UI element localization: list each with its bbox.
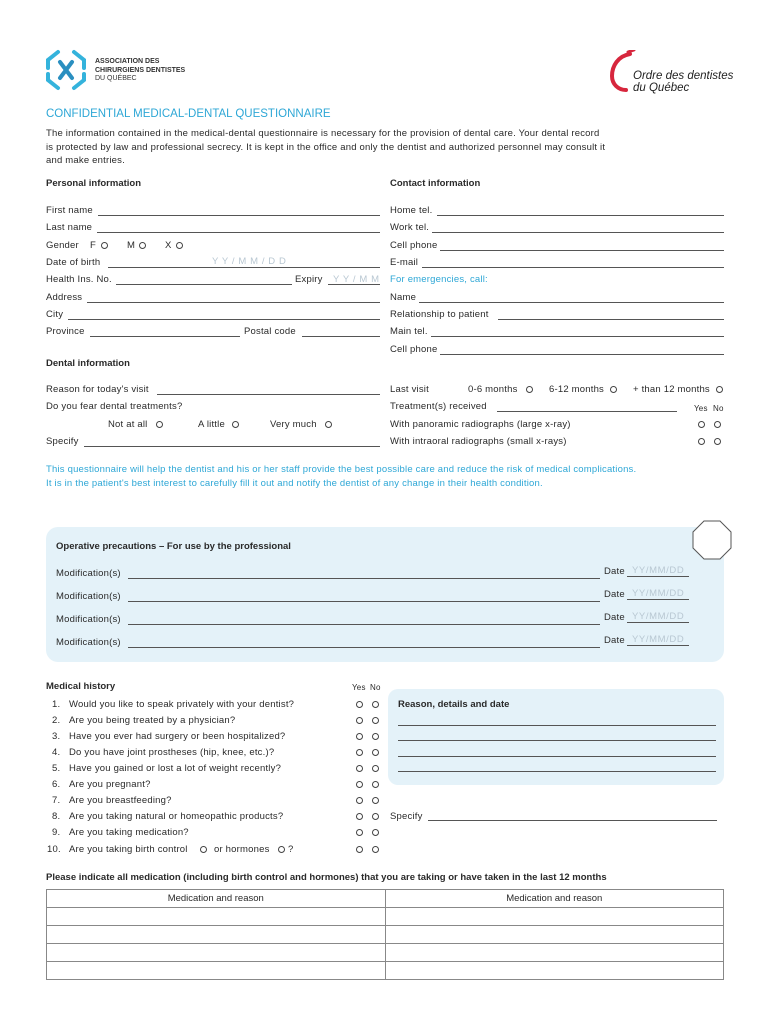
- table-header-row: [47, 890, 724, 908]
- gender-f-radio[interactable]: [101, 242, 108, 249]
- modification-field-4[interactable]: [128, 647, 600, 648]
- main-tel-field[interactable]: [431, 336, 724, 337]
- date-placeholder-1: YY/MM/DD: [632, 565, 685, 576]
- q7-text: Are you breastfeeding?: [69, 795, 172, 806]
- very-much-radio[interactable]: [325, 421, 332, 428]
- work-tel-label: Work tel.: [390, 222, 430, 233]
- intro-line2: is protected by law and professional secrecy. It is kept in the office and only the dentist and authorized personnel may consult it: [46, 141, 606, 153]
- precautions-heading: Operative precautions – For use by the professional: [56, 541, 291, 552]
- a-little-label: A little: [198, 419, 225, 430]
- intro-text: [46, 127, 605, 168]
- q7-yes-radio[interactable]: [356, 797, 363, 804]
- health-ins-label: Health Ins. No.: [46, 274, 112, 285]
- reason-heading: Reason, details and date: [398, 699, 510, 710]
- cell2-field[interactable]: [440, 354, 724, 355]
- reason-label: Reason for today's visit: [46, 384, 149, 395]
- main-tel-label: Main tel.: [390, 326, 428, 337]
- table-row: [47, 908, 724, 926]
- modification-field-3[interactable]: [128, 624, 600, 625]
- q10-no-radio[interactable]: [372, 846, 379, 853]
- treatments-label: Treatment(s) received: [390, 401, 487, 412]
- relationship-field[interactable]: [498, 319, 724, 320]
- q3-yes-radio[interactable]: [356, 733, 363, 740]
- lv-0-6-label: 0-6 months: [468, 384, 518, 395]
- city-label: City: [46, 309, 64, 320]
- q1-no-radio[interactable]: [372, 701, 379, 708]
- page-title: CONFIDENTIAL MEDICAL-DENTAL QUESTIONNAIRE: [46, 108, 331, 120]
- email-field[interactable]: [422, 267, 724, 268]
- table-cell[interactable]: [385, 944, 724, 962]
- table-cell[interactable]: [47, 926, 386, 944]
- q6-text: Are you pregnant?: [69, 779, 151, 790]
- table-cell[interactable]: [385, 908, 724, 926]
- q4-text: Do you have joint prostheses (hip, knee, etc.)?: [69, 747, 275, 758]
- relationship-label: Relationship to patient: [390, 309, 489, 320]
- assoc-line1: ASSOCIATION DES: [95, 58, 160, 65]
- modification-label-2: Modification(s): [56, 591, 121, 602]
- q5-no-radio[interactable]: [372, 765, 379, 772]
- q8-text: Are you taking natural or homeopathic products?: [69, 811, 284, 822]
- province-field[interactable]: [90, 336, 240, 337]
- assoc-name: [95, 58, 185, 84]
- q9-yes-radio[interactable]: [356, 829, 363, 836]
- intraoral-yes-radio[interactable]: [698, 438, 705, 445]
- table-cell[interactable]: [385, 926, 724, 944]
- last-visit-label: Last visit: [390, 384, 429, 395]
- date-placeholder-3: YY/MM/DD: [632, 611, 685, 622]
- table-cell[interactable]: [47, 944, 386, 962]
- q10-text-b: or hormones: [214, 844, 270, 855]
- not-at-all-radio[interactable]: [156, 421, 163, 428]
- panoramic-label: With panoramic radiographs (large x-ray): [390, 419, 571, 430]
- q5-num: 5.: [52, 763, 61, 774]
- q4-yes-radio[interactable]: [356, 749, 363, 756]
- date-placeholder-2: YY/MM/DD: [632, 588, 685, 599]
- col1-header: Medication and reason: [47, 890, 386, 908]
- dob-field[interactable]: [108, 267, 380, 268]
- lv-12-radio[interactable]: [716, 386, 723, 393]
- q2-yes-radio[interactable]: [356, 717, 363, 724]
- q3-text: Have you ever had surgery or been hospitalized?: [69, 731, 286, 742]
- q4-no-radio[interactable]: [372, 749, 379, 756]
- postal-label: Postal code: [244, 326, 296, 337]
- modification-label-4: Modification(s): [56, 637, 121, 648]
- reason-field[interactable]: [157, 394, 380, 395]
- q6-no-radio[interactable]: [372, 781, 379, 788]
- cell-field[interactable]: [440, 250, 724, 251]
- very-much-label: Very much: [270, 419, 317, 430]
- q1-num: 1.: [52, 699, 61, 710]
- home-tel-label: Home tel.: [390, 205, 433, 216]
- reason-line-1[interactable]: [398, 725, 716, 726]
- stop-sign-icon: [692, 520, 732, 560]
- modification-label-3: Modification(s): [56, 614, 121, 625]
- name-field[interactable]: [419, 302, 724, 303]
- assoc-line2: CHIRURGIENS DENTISTES: [95, 66, 186, 74]
- dental-specify-label: Specify: [46, 436, 79, 447]
- medications-heading: Please indicate all medication (including birth control and hormones) that you are taking or have taken in the last 12 months: [46, 872, 607, 883]
- emergency-label: For emergencies, call:: [390, 274, 488, 285]
- assoc-logo: [44, 48, 88, 92]
- medical-specify-field[interactable]: [428, 820, 717, 821]
- address-label: Address: [46, 292, 83, 303]
- q9-text: Are you taking medication?: [69, 827, 189, 838]
- date-field-2[interactable]: [627, 599, 689, 600]
- health-ins-field[interactable]: [116, 284, 292, 285]
- intro-line3: and make entries.: [46, 155, 125, 166]
- q1-yes-radio[interactable]: [356, 701, 363, 708]
- q6-num: 6.: [52, 779, 61, 790]
- home-tel-field[interactable]: [437, 215, 724, 216]
- lv-6-12-label: 6-12 months: [549, 384, 605, 395]
- lv-12-label: + than 12 months: [633, 384, 710, 395]
- date-label-4: Date: [604, 635, 625, 646]
- dob-placeholder: Y Y / M M / D D: [212, 256, 287, 267]
- fear-label: Do you fear dental treatments?: [46, 401, 183, 412]
- notice-text: [46, 463, 636, 490]
- panoramic-yes-radio[interactable]: [698, 421, 705, 428]
- date-field-4[interactable]: [627, 645, 689, 646]
- province-label: Province: [46, 326, 85, 337]
- q5-text: Have you gained or lost a lot of weight recently?: [69, 763, 282, 774]
- q10-text-a: Are you taking birth control: [69, 844, 188, 855]
- q5-yes-radio[interactable]: [356, 765, 363, 772]
- date-label-2: Date: [604, 589, 625, 600]
- q8-no-radio[interactable]: [372, 813, 379, 820]
- postal-field[interactable]: [302, 336, 380, 337]
- table-cell[interactable]: [47, 962, 386, 980]
- q10-num: 10.: [47, 844, 61, 855]
- reason-line-2[interactable]: [398, 740, 716, 741]
- reason-line-4[interactable]: [398, 771, 716, 772]
- gender-m-radio[interactable]: [139, 242, 146, 249]
- q1-text: Would you like to speak privately with your dentist?: [69, 699, 295, 710]
- last-name-field[interactable]: [97, 232, 380, 233]
- lv-0-6-radio[interactable]: [526, 386, 533, 393]
- cell2-label: Cell phone: [390, 344, 438, 355]
- ordre-name: [633, 70, 733, 94]
- q10-text-c: ?: [288, 844, 294, 855]
- modification-field-2[interactable]: [128, 601, 600, 602]
- date-field-3[interactable]: [627, 622, 689, 623]
- assoc-line3: DU QUÉBEC: [95, 75, 137, 82]
- date-label-1: Date: [604, 566, 625, 577]
- dental-no-label: No: [713, 404, 724, 413]
- panoramic-no-radio[interactable]: [714, 421, 721, 428]
- expiry-label: Expiry: [295, 274, 323, 285]
- q9-no-radio[interactable]: [372, 829, 379, 836]
- q3-no-radio[interactable]: [372, 733, 379, 740]
- not-at-all-label: Not at all: [108, 419, 148, 430]
- ordre-line1: Ordre des dentistes: [633, 70, 734, 82]
- q8-num: 8.: [52, 811, 61, 822]
- assoc-logo-icon: [44, 48, 88, 92]
- dob-label: Date of birth: [46, 257, 101, 268]
- reason-line-3[interactable]: [398, 756, 716, 757]
- medications-table: [46, 889, 724, 980]
- q4-num: 4.: [52, 747, 61, 758]
- a-little-radio[interactable]: [232, 421, 239, 428]
- gender-f-label: F: [90, 240, 97, 251]
- medical-specify-label: Specify: [390, 811, 423, 822]
- q7-num: 7.: [52, 795, 61, 806]
- gender-x-label: X: [165, 240, 172, 251]
- email-label: E-mail: [390, 257, 419, 268]
- q2-num: 2.: [52, 715, 61, 726]
- dental-specify-field[interactable]: [84, 446, 380, 447]
- work-tel-field[interactable]: [432, 232, 724, 233]
- q2-no-radio[interactable]: [372, 717, 379, 724]
- gender-m-label: M: [127, 240, 136, 251]
- q3-num: 3.: [52, 731, 61, 742]
- table-row: [47, 926, 724, 944]
- ordre-line2: du Québec: [633, 82, 690, 94]
- notice-line1: This questionnaire will help the dentist and his or her staff provide the best possible care and reduce the risk of medical complications.: [46, 464, 637, 475]
- q6-yes-radio[interactable]: [356, 781, 363, 788]
- q2-text: Are you being treated by a physician?: [69, 715, 236, 726]
- dental-heading: Dental information: [46, 358, 130, 369]
- medical-yes-label: Yes: [352, 683, 366, 692]
- date-label-3: Date: [604, 612, 625, 623]
- lv-6-12-radio[interactable]: [610, 386, 617, 393]
- cell-label: Cell phone: [390, 240, 438, 251]
- table-cell[interactable]: [385, 962, 724, 980]
- q7-no-radio[interactable]: [372, 797, 379, 804]
- modification-label-1: Modification(s): [56, 568, 121, 579]
- intraoral-label: With intraoral radiographs (small x-rays): [390, 436, 567, 447]
- first-name-label: First name: [46, 205, 93, 216]
- expiry-placeholder: Y Y / M M: [333, 274, 380, 285]
- intro-line1: The information contained in the medical-dental questionnaire is necessary for the provision of dental care. Your dental record: [46, 128, 600, 139]
- q9-num: 9.: [52, 827, 61, 838]
- medical-heading: Medical history: [46, 681, 116, 692]
- treatments-field[interactable]: [497, 411, 677, 412]
- date-field-1[interactable]: [627, 576, 689, 577]
- modification-field-1[interactable]: [128, 578, 600, 579]
- gender-x-radio[interactable]: [176, 242, 183, 249]
- medical-no-label: No: [370, 683, 381, 692]
- col2-header: Medication and reason: [385, 890, 724, 908]
- city-field[interactable]: [68, 319, 380, 320]
- notice-line2: It is in the patient's best interest to carefully fill it out and notify the dentist of any change in their health condition.: [46, 477, 543, 489]
- q8-yes-radio[interactable]: [356, 813, 363, 820]
- name-label: Name: [390, 292, 417, 303]
- date-placeholder-4: YY/MM/DD: [632, 634, 685, 645]
- gender-label: Gender: [46, 240, 79, 251]
- contact-heading: Contact information: [390, 178, 481, 189]
- personal-heading: Personal information: [46, 178, 142, 189]
- first-name-field[interactable]: [98, 215, 380, 216]
- table-row: [47, 962, 724, 980]
- q10-yes-radio[interactable]: [356, 846, 363, 853]
- q10-hormones-radio[interactable]: [278, 846, 285, 853]
- table-row: [47, 944, 724, 962]
- table-cell[interactable]: [47, 908, 386, 926]
- dental-yes-label: Yes: [694, 404, 708, 413]
- intraoral-no-radio[interactable]: [714, 438, 721, 445]
- last-name-label: Last name: [46, 222, 93, 233]
- q10-birth-control-radio[interactable]: [200, 846, 207, 853]
- address-field[interactable]: [87, 302, 380, 303]
